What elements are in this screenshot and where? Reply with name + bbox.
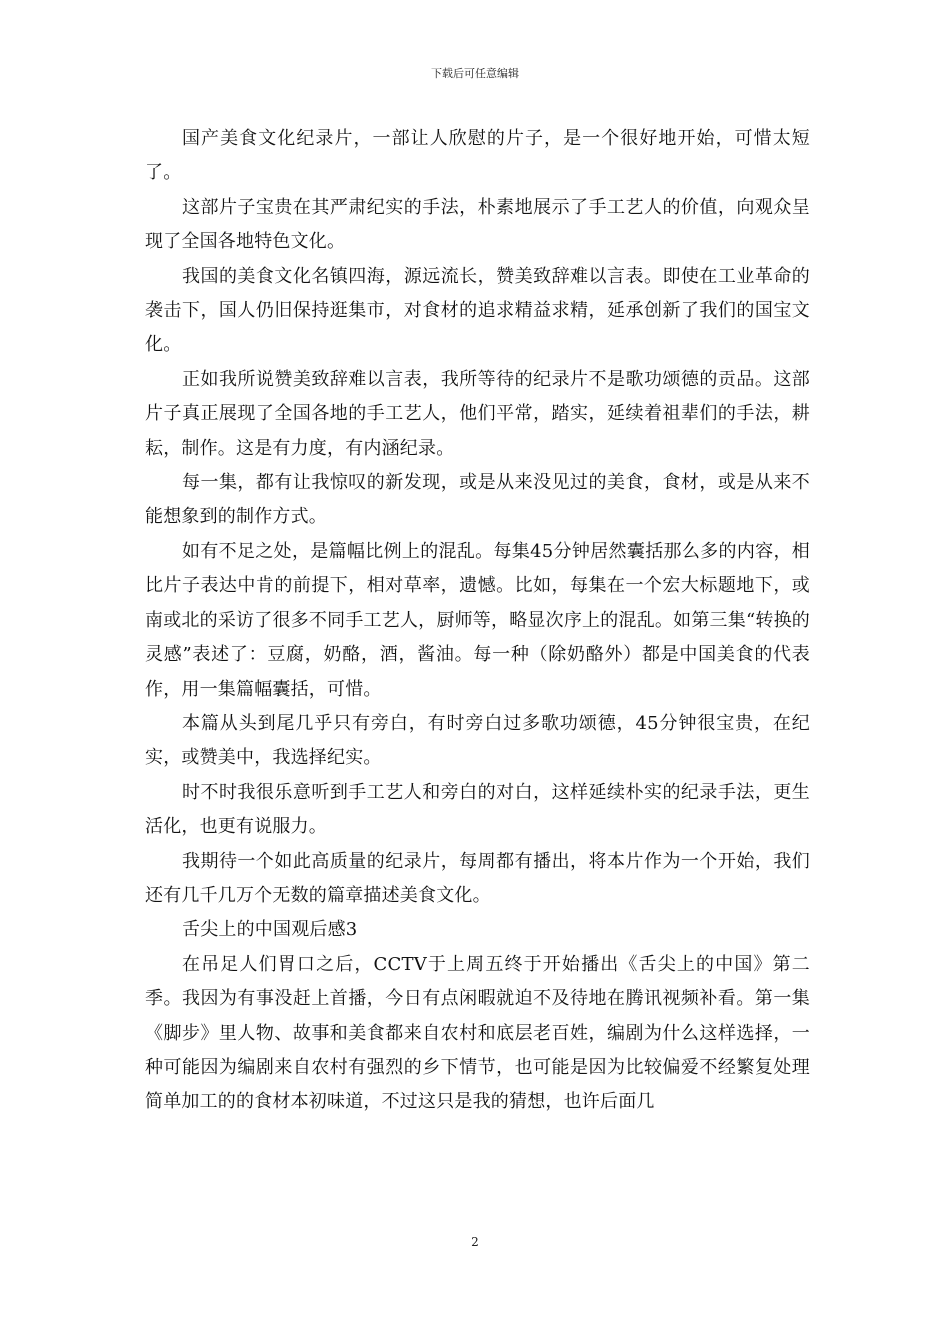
document-body <box>145 122 810 1120</box>
paragraph: 正如我所说赞美致辞难以言表，我所等待的纪录片不是歌功颂德的贡品。这部片子真正展现了全国各地的手工艺人，他们平常，踏实，延续着祖辈们的手法，耕耘，制作。这是有力度，有内涵纪录。 <box>145 368 810 459</box>
section-heading: 舌尖上的中国观后感3 <box>182 919 358 941</box>
paragraph: 在吊足人们胃口之后，CCTV于上周五终于开始播出《舌尖上的中国》第二季。我因为有事没赶上首播，今日有点闲暇就迫不及待地在腾讯视频补看。第一集《脚步》里人物、故事和美食都来自农村和底层老百姓，编剧为什么这样选择，一种可能因为编剧来自农村有强烈的乡下情节，也可能是因为比较偏爱不经繁复处理简单加工的的食材本初味道，不过这只是我的猜想，也许后面几 <box>145 953 810 1113</box>
paragraph: 每一集，都有让我惊叹的新发现，或是从来没见过的美食，食材，或是从来不能想象到的制作方式。 <box>145 472 810 528</box>
paragraph: 这部片子宝贵在其严肃纪实的手法，朴素地展示了手工艺人的价值，向观众呈现了全国各地特色文化。 <box>145 196 810 253</box>
page-number: 2 <box>471 1235 479 1249</box>
paragraph: 我期待一个如此高质量的纪录片，每周都有播出，将本片作为一个开始，我们还有几千几万个无数的篇章描述美食文化。 <box>145 850 810 906</box>
page-header: 下载后可任意编辑 <box>431 67 519 80</box>
paragraph: 我国的美食文化名镇四海，源远流长，赞美致辞难以言表。即使在工业革命的袭击下，国人仍旧保持逛集市，对食材的追求精益求精，延承创新了我们的国宝文化。 <box>145 265 810 356</box>
paragraph: 时不时我很乐意听到手工艺人和旁白的对白，这样延续朴实的纪录手法，更生活化，也更有说服力。 <box>145 781 810 838</box>
paragraph: 如有不足之处，是篇幅比例上的混乱。每集45分钟居然囊括那么多的内容，相比片子表达中肯的前提下，相对草率，遗憾。比如，每集在一个宏大标题地下，或南或北的采访了很多不同手工艺人，厨师等，略显次序上的混乱。如第三集“转换的灵感”表述了：豆腐，奶酪，酒，酱油。每一种（除奶酪外）都是中国美食的代表作，用一集篇幅囊括，可惜。 <box>145 540 810 700</box>
paragraph: 本篇从头到尾几乎只有旁白，有时旁白过多歌功颂德，45分钟很宝贵，在纪实，或赞美中，我选择纪实。 <box>145 712 810 769</box>
paragraph: 国产美食文化纪录片，一部让人欣慰的片子，是一个很好地开始，可惜太短了。 <box>145 128 810 184</box>
